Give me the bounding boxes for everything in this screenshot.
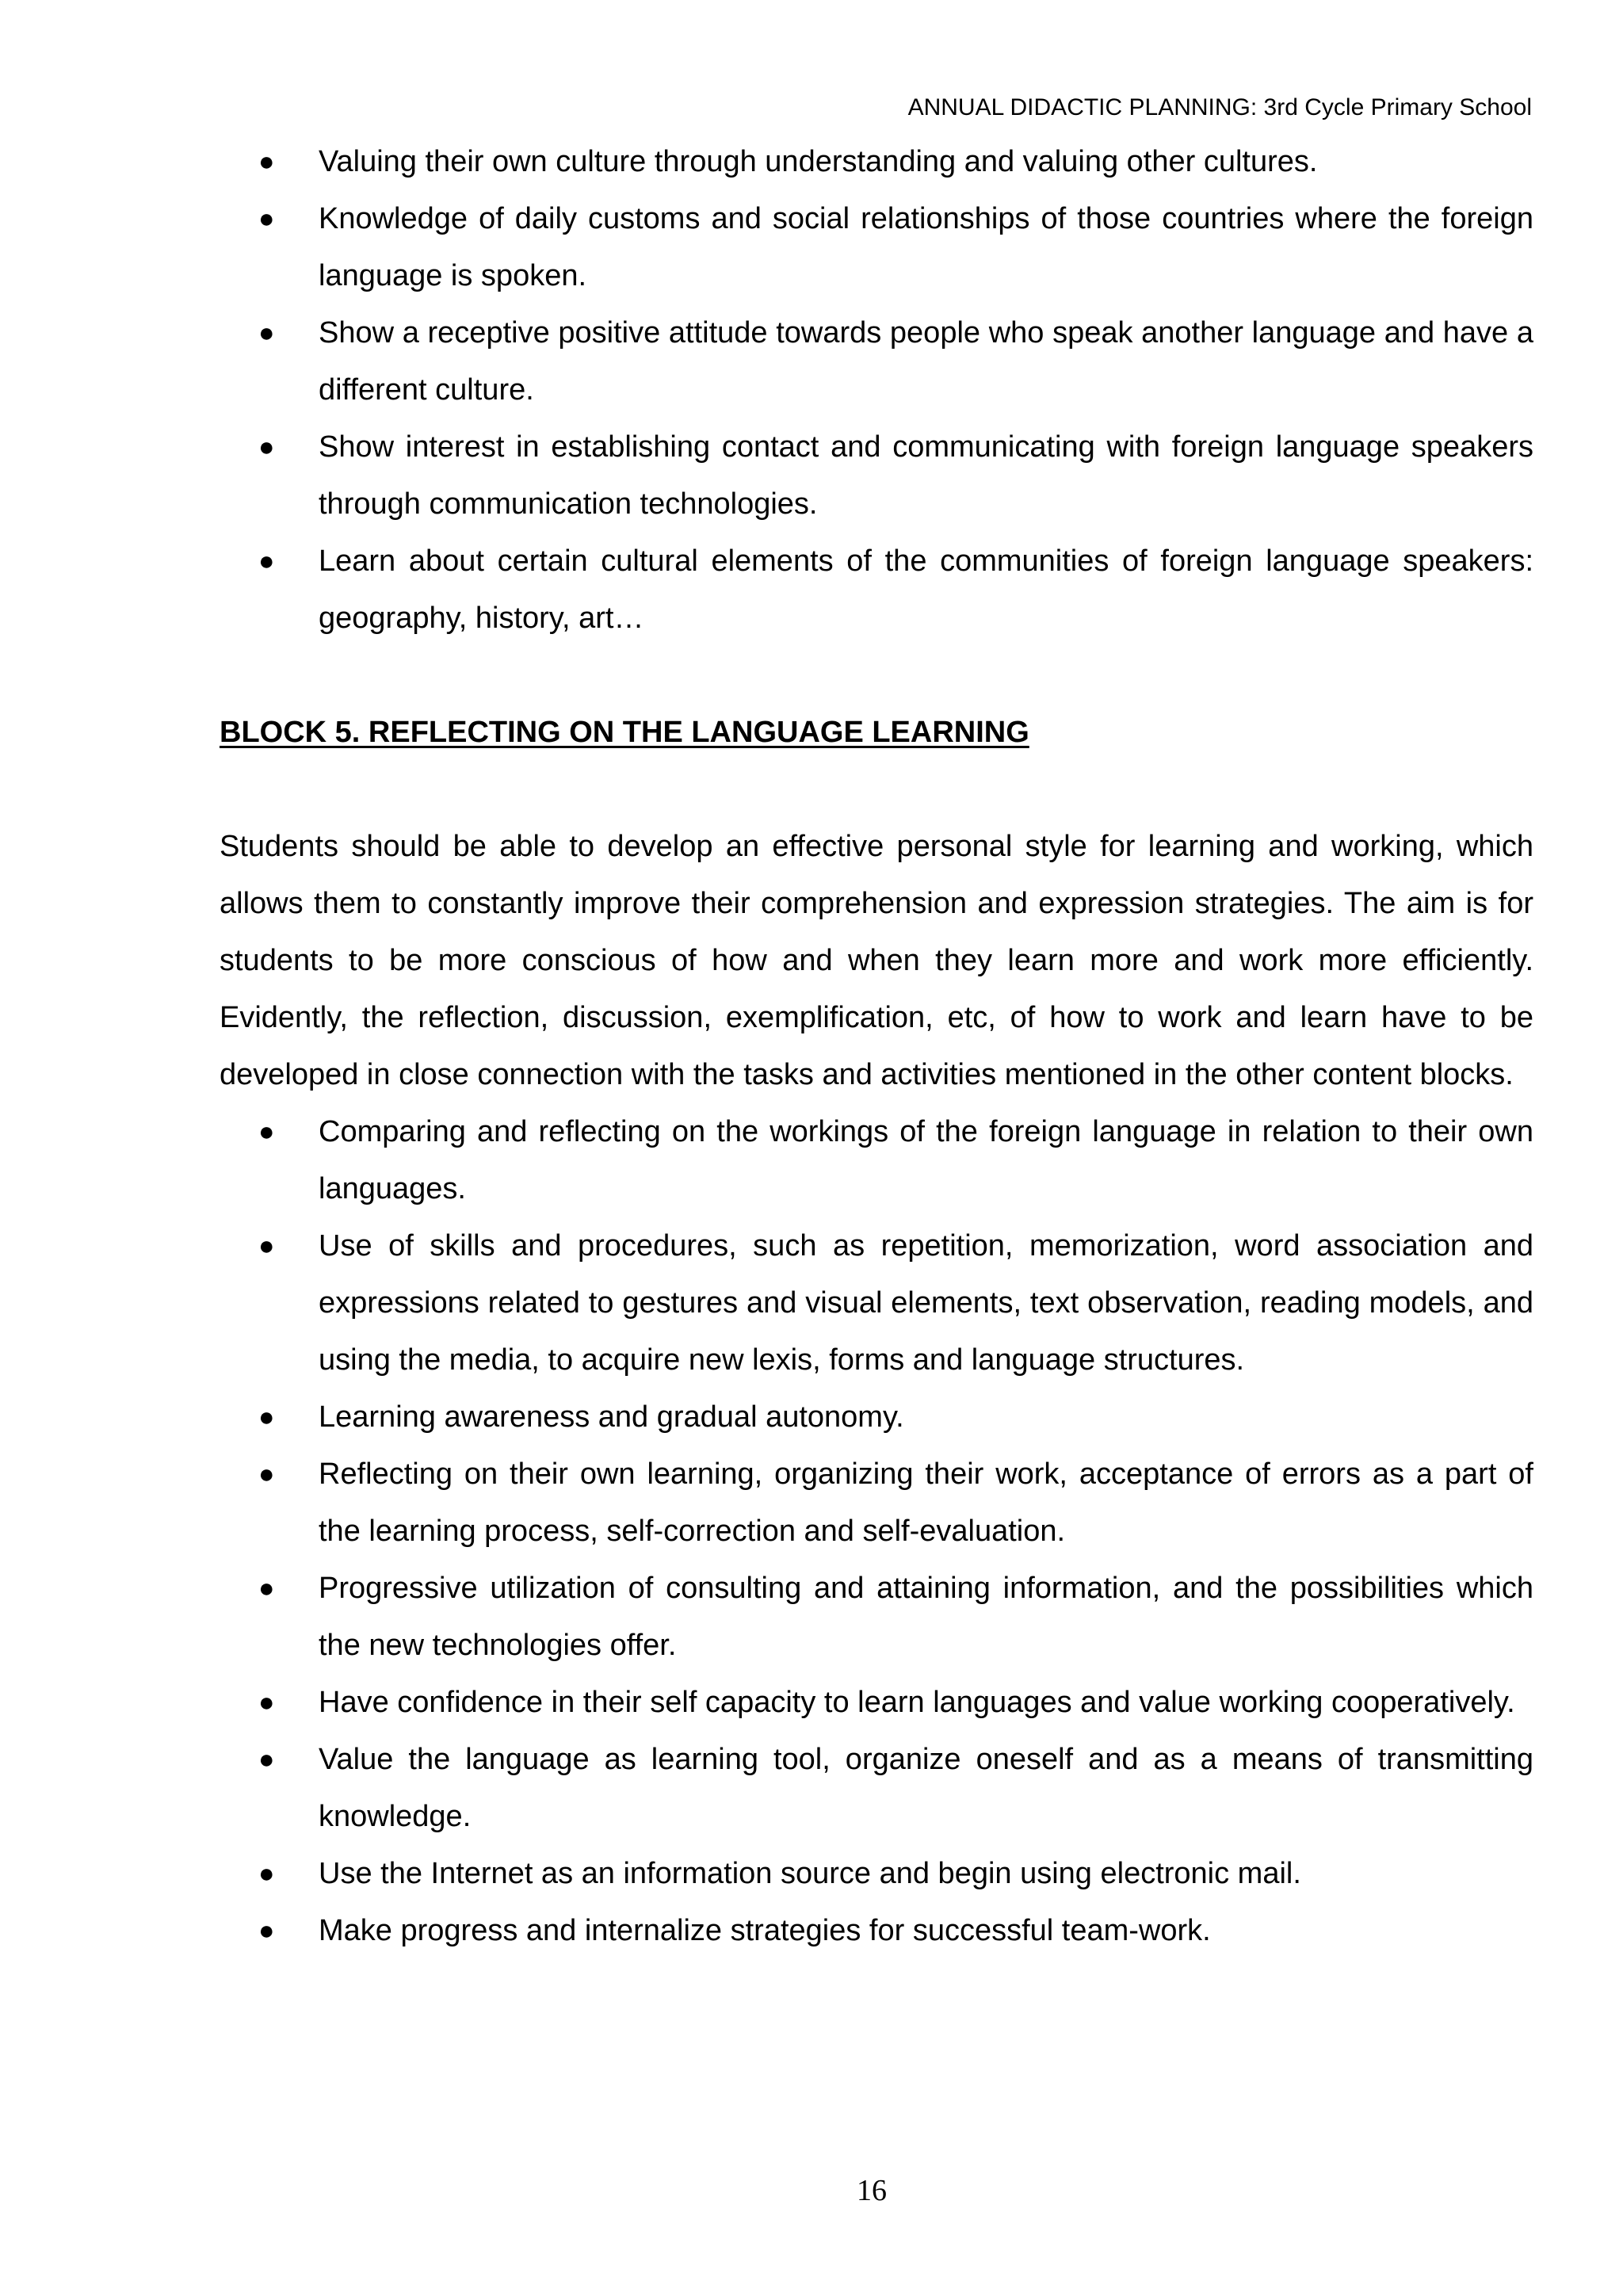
bullet-icon: ● (258, 546, 275, 576)
bullet-icon: ● (258, 147, 275, 177)
list-item: ● Comparing and reflecting on the workings of the foreign language in relation to their own languages. (319, 1103, 1533, 1217)
list-item: ● Learn about certain cultural elements of the communities of foreign language speakers: geography, history, art… (319, 533, 1533, 647)
bullet-icon: ● (258, 1916, 275, 1946)
culture-bullet-list (220, 133, 1533, 647)
list-item: ● Progressive utilization of consulting and attaining information, and the possibilities which the new technologies offer. (319, 1560, 1533, 1674)
page-content (220, 133, 1533, 1959)
bullet-icon: ● (258, 1687, 275, 1717)
bullet-icon: ● (258, 1402, 275, 1432)
bullet-icon: ● (258, 1573, 275, 1603)
list-item: ● Use the Internet as an information source and begin using electronic mail. (319, 1845, 1533, 1902)
bullet-icon: ● (258, 1117, 275, 1147)
bullet-icon: ● (258, 432, 275, 462)
list-item: ● Make progress and internalize strategies for successful team-work. (319, 1902, 1533, 1959)
list-item: ● Show a receptive positive attitude towards people who speak another language and have a different culture. (319, 304, 1533, 418)
list-item: ● Show interest in establishing contact and communicating with foreign language speakers through communication technologies. (319, 418, 1533, 533)
bullet-icon: ● (258, 1859, 275, 1889)
page-number: 16 (857, 2174, 887, 2207)
list-item: ● Have confidence in their self capacity to learn languages and value working cooperatively. (319, 1674, 1533, 1731)
list-item: ● Use of skills and procedures, such as repetition, memorization, word association and expressions related to gestures and visual elements, text observation, reading models, and using the media, to acquire new lexis, forms and language structures. (319, 1217, 1533, 1389)
spacer (220, 647, 1533, 704)
bullet-icon: ● (258, 1231, 275, 1261)
bullet-icon: ● (258, 318, 275, 348)
list-item: ● Value the language as learning tool, organize oneself and as a means of transmitting knowledge. (319, 1731, 1533, 1845)
bullet-icon: ● (258, 204, 275, 234)
bullet-icon: ● (258, 1744, 275, 1775)
learning-bullet-list (220, 1103, 1533, 1959)
list-item: ● Learning awareness and gradual autonomy. (319, 1389, 1533, 1446)
list-item: ● Reflecting on their own learning, organizing their work, acceptance of errors as a part of the learning process, self-correction and self-evaluation. (319, 1446, 1533, 1560)
list-item: ● Valuing their own culture through understanding and valuing other cultures. (319, 133, 1533, 190)
list-item: ● Knowledge of daily customs and social relationships of those countries where the foreign language is spoken. (319, 190, 1533, 304)
block-heading: BLOCK 5. REFLECTING ON THE LANGUAGE LEARNING (220, 716, 1029, 749)
block-paragraph: Students should be able to develop an effective personal style for learning and working, which allows them to constantly improve their comprehension and expression strategies. The aim is for students to be more conscious of how and when they learn more and work more efficiently. Evidently, the reflection, discussion, exemplification, etc, of how to work and learn have to be developed in close connection with the tasks and activities mentioned in the other content blocks. (220, 830, 1533, 1091)
bullet-icon: ● (258, 1459, 275, 1489)
page-header: ANNUAL DIDACTIC PLANNING: 3rd Cycle Primary School (907, 94, 1532, 120)
spacer (220, 761, 1533, 818)
